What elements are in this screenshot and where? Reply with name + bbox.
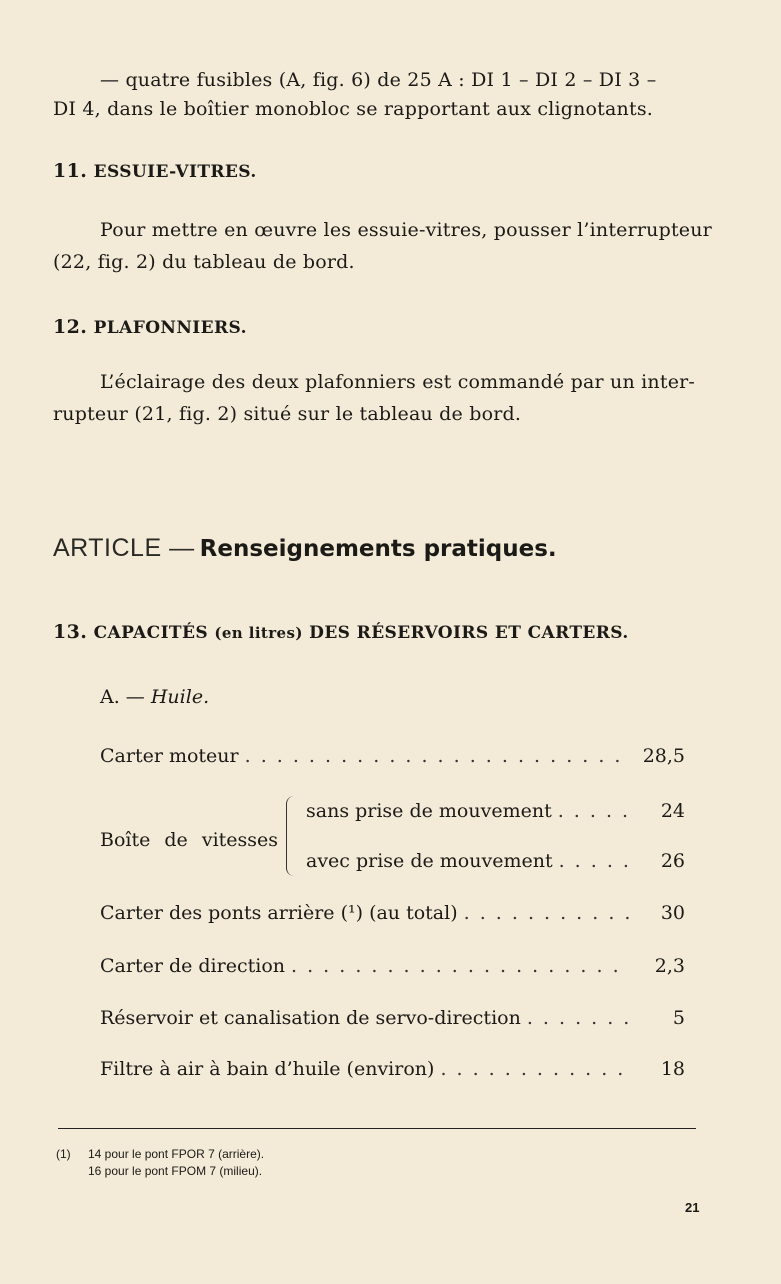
section-13-title-c: DES RÉSERVOIRS ET CARTERS. bbox=[309, 623, 629, 643]
section-12-title: PLAFONNIERS. bbox=[93, 318, 247, 338]
leader-dots bbox=[558, 800, 629, 822]
subheading-title: Huile. bbox=[150, 686, 210, 708]
footnote bbox=[56, 1146, 264, 1180]
section-11-number: 11. bbox=[53, 160, 88, 182]
row-filtre bbox=[100, 1058, 685, 1080]
row-value: 5 bbox=[672, 1007, 685, 1029]
row-servo bbox=[100, 1007, 685, 1029]
row-label: Carter moteur bbox=[100, 745, 239, 767]
row-value: 26 bbox=[660, 850, 685, 872]
subheading-huile bbox=[100, 686, 209, 708]
footnote-line-2: 16 pour le pont FPOM 7 (milieu). bbox=[88, 1164, 263, 1178]
row-label: Filtre à air à bain d’huile (environ) bbox=[100, 1058, 435, 1080]
row-value: 30 bbox=[660, 902, 685, 924]
row-value: 24 bbox=[660, 800, 685, 822]
article-heading bbox=[53, 534, 557, 563]
intro-line-2: DI 4, dans le boîtier monobloc se rapportant aux clignotants. bbox=[53, 98, 654, 120]
section-13-number: 13. bbox=[53, 621, 88, 643]
footnote-marker: (1) bbox=[56, 1147, 71, 1161]
row-label: Réservoir et canalisation de servo-direction bbox=[100, 1007, 521, 1029]
row-direction bbox=[100, 955, 685, 977]
leader-dots bbox=[464, 902, 629, 924]
row-value: 18 bbox=[660, 1058, 685, 1080]
row-boite-avec bbox=[306, 850, 685, 872]
page-number: 21 bbox=[685, 1200, 700, 1215]
row-label: sans prise de mouvement bbox=[306, 800, 552, 822]
section-11-heading bbox=[53, 160, 257, 182]
leader-dots bbox=[527, 1007, 629, 1029]
row-value: 28,5 bbox=[642, 745, 685, 767]
row-ponts bbox=[100, 902, 685, 924]
leader-dots bbox=[559, 850, 629, 872]
section-12-line-2: rupteur (21, fig. 2) situé sur le tableau de bord. bbox=[53, 403, 522, 425]
brace-icon bbox=[286, 796, 299, 876]
section-11-line-2: (22, fig. 2) du tableau de bord. bbox=[53, 251, 355, 273]
footnote-divider bbox=[58, 1128, 696, 1129]
section-13-heading bbox=[53, 621, 629, 643]
row-carter-moteur bbox=[100, 745, 685, 767]
row-value: 2,3 bbox=[654, 955, 685, 977]
section-12-heading bbox=[53, 316, 247, 338]
article-title: Renseignements pratiques. bbox=[199, 536, 557, 562]
row-label: avec prise de mouvement bbox=[306, 850, 553, 872]
leader-dots bbox=[245, 745, 629, 767]
section-11-title: ESSUIE-VITRES. bbox=[93, 162, 257, 182]
subheading-prefix: A. — bbox=[100, 686, 145, 708]
section-11-line-1: Pour mettre en œuvre les essuie-vitres, pousser l’interrupteur bbox=[100, 219, 712, 241]
row-label: Carter de direction bbox=[100, 955, 285, 977]
leader-dots bbox=[440, 1058, 629, 1080]
row-boite-sans bbox=[306, 800, 685, 822]
section-13-title-b: (en litres) bbox=[214, 624, 303, 642]
row-label: Carter des ponts arrière (¹) (au total) bbox=[100, 902, 458, 924]
section-12-number: 12. bbox=[53, 316, 88, 338]
leader-dots bbox=[291, 955, 629, 977]
section-12-line-1: L’éclairage des deux plafonniers est commandé par un inter- bbox=[100, 371, 696, 393]
section-13-title-a: CAPACITÉS bbox=[93, 623, 209, 643]
intro-line-1: — quatre fusibles (A, fig. 6) de 25 A : DI 1 – DI 2 – DI 3 – bbox=[100, 69, 657, 91]
footnote-line-1: 14 pour le pont FPOR 7 (arrière). bbox=[88, 1147, 265, 1161]
boite-label: Boîte de vitesses bbox=[100, 829, 279, 851]
article-label: ARTICLE — bbox=[53, 534, 195, 562]
